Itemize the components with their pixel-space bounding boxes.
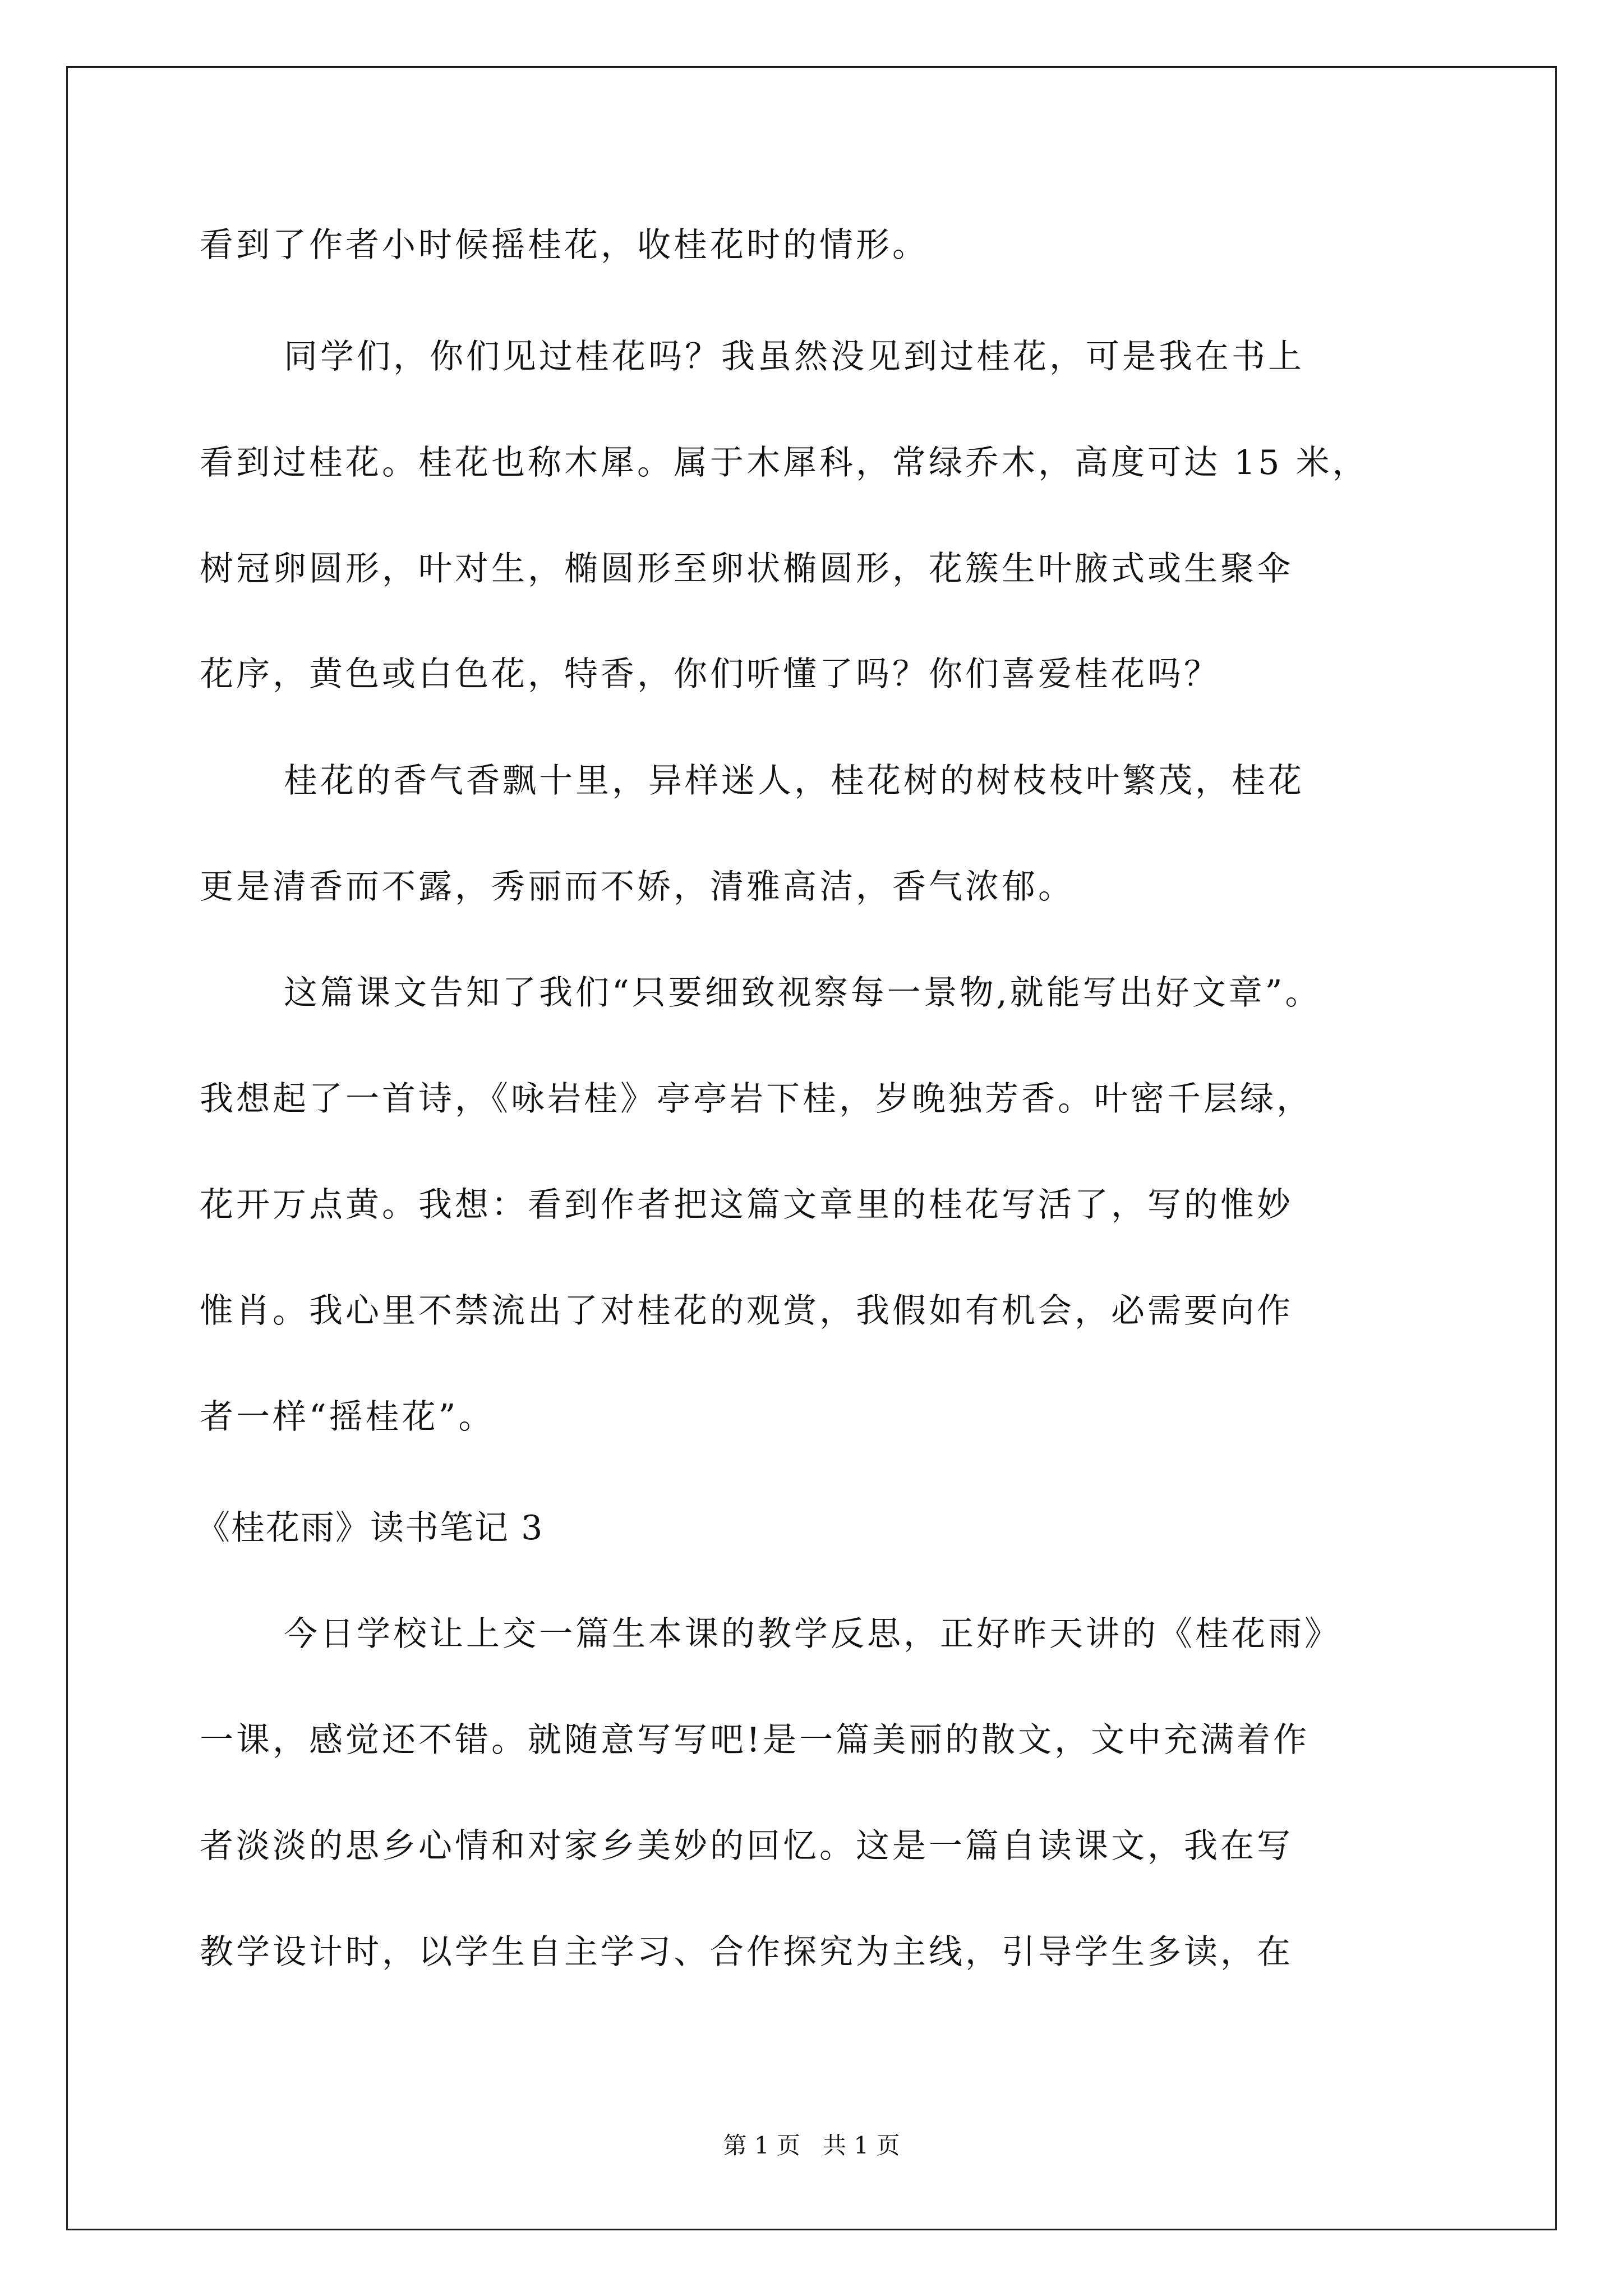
text-line: 同学们，你们见过桂花吗？我虽然没见到过桂花，可是我在书上	[284, 337, 1304, 376]
text-line: 这篇课文告知了我们“只要细致视察每一景物,就能写出好文章”。	[284, 973, 1322, 1013]
text-line: 者一样“摇桂花”。	[200, 1397, 495, 1437]
section-heading: 《桂花雨》读书笔记 3	[196, 1508, 544, 1548]
text-line: 我想起了一首诗，《咏岩桂》亭亭岩下桂，岁晚独芳香。叶密千层绿，	[200, 1079, 1313, 1119]
text-line: 看到过桂花。桂花也称木犀。属于木犀科，常绿乔木，高度可达 15 米，	[200, 443, 1369, 482]
text-line: 教学设计时，以学生自主学习、合作探究为主线，引导学生多读，在	[200, 1932, 1293, 1972]
text-line: 者淡淡的思乡心情和对家乡美妙的回忆。这是一篇自读课文，我在写	[200, 1826, 1293, 1866]
text-line: 树冠卵圆形，叶对生，椭圆形至卵状椭圆形，花簇生叶腋式或生聚伞	[200, 549, 1293, 588]
text-line: 桂花的香气香飘十里，异样迷人，桂花树的树枝枝叶繁茂，桂花	[284, 761, 1304, 800]
text-line: 更是清香而不露，秀丽而不娇，清雅高洁，香气浓郁。	[200, 867, 1075, 907]
page-border	[66, 66, 1557, 2230]
text-line: 一课，感觉还不错。就随意写写吧!是一篇美丽的散文，文中充满着作	[200, 1720, 1310, 1760]
text-line: 惟肖。我心里不禁流出了对桂花的观赏，我假如有机会，必需要向作	[200, 1291, 1293, 1331]
text-line: 花序，黄色或白色花，特香，你们听懂了吗？你们喜爱桂花吗？	[200, 655, 1220, 694]
text-line: 看到了作者小时候摇桂花，收桂花时的情形。	[200, 226, 929, 265]
text-line: 花开万点黄。我想：看到作者把这篇文章里的桂花写活了，写的惟妙	[200, 1185, 1293, 1225]
text-line: 今日学校让上交一篇生本课的教学反思，正好昨天讲的《桂花雨》	[284, 1614, 1341, 1654]
page-footer: 第 1 页 共 1 页	[723, 2132, 900, 2159]
